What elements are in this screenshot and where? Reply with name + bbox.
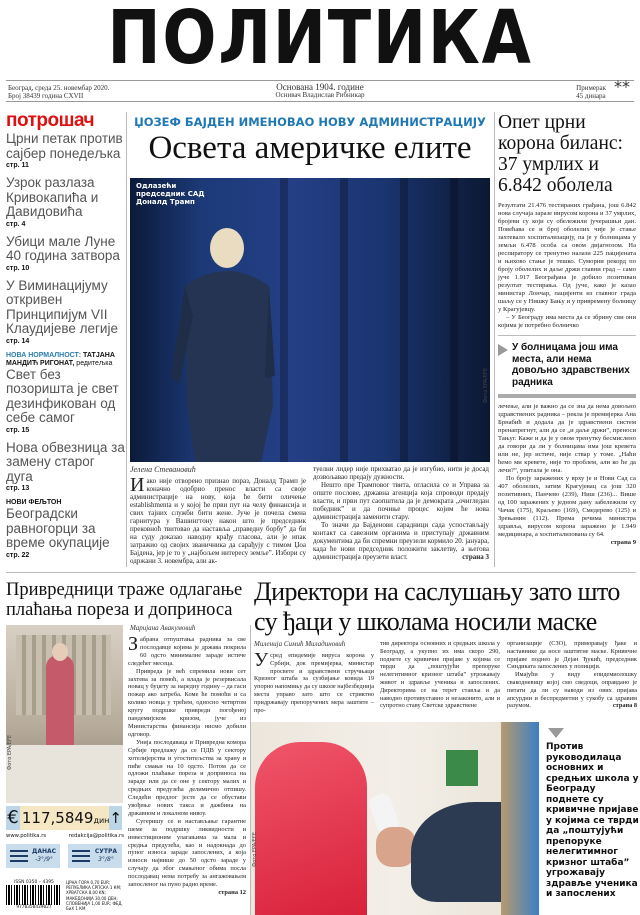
teaser-item[interactable]	[6, 176, 125, 229]
triangle-icon	[498, 344, 508, 356]
curtain-fold	[280, 178, 288, 462]
teaser-item[interactable]	[6, 235, 125, 273]
school-paragraph: тив директора основних и средњих школа у Београду, а укупно их има скоро 290, поднете су кривичне пријаве у којима се тврди да „поштујући препоруке нелегитимног кризног штаба” угрожавају живот и здравље ученика и запослених. Директорима се на терет ставља и да наводно противуставно и незаконито, али и супротно ставу Светске здравствене	[380, 640, 500, 710]
rate-value	[20, 809, 110, 827]
teaser-kicker	[6, 352, 125, 368]
page-ref[interactable]: страна 8	[612, 702, 637, 710]
child-red-jacket	[255, 742, 367, 915]
subhead-text: У болницама још има места, али нема довољно здравствених радника	[512, 342, 630, 388]
page-ref[interactable]: страна 9	[610, 539, 636, 546]
corona-column	[498, 112, 636, 547]
tax-paragraph: Сугеришу се и настављање гарантне шеме за подршку ликвидности и инвестиционим улагањима за мала и средња предузећа, као и надокнада до пуног износа зараде запослених, а која износи највише до 50 одсто зараде у случају да због смањеног обима посла послодавац нема потребу за ангажовањем запосленог на пуно радно време.	[128, 817, 246, 889]
email-link[interactable]: redakcija@politika.rs	[68, 833, 124, 839]
table	[6, 745, 123, 803]
photo-credit: Фото EPA/EFE	[7, 735, 13, 771]
photo-credit: Фото EPA/EFE	[252, 832, 258, 868]
fog-icon	[10, 847, 28, 865]
teaser-title[interactable]: Београдски равногорци за време окупације	[6, 506, 110, 550]
rate-number: 117,5849	[21, 809, 94, 827]
teaser-column	[6, 110, 125, 566]
lead-paragraph: То значи да Бајденови сарадници сада успостављају контакт са савезним органима и приступају државним документима да би спремни преузели кормило 20. јануара, када ће нови председник положити заклетву, а његова администрација преузети власт.	[313, 521, 489, 561]
section-divider	[6, 572, 636, 573]
teaser-kicker: НОВИ ФЕЉТОН	[6, 499, 62, 506]
date: Београд, среда 25. новембар 2020.	[8, 84, 110, 92]
masthead-logo[interactable]: ПОЛИТИКА	[107, 0, 533, 81]
barcode-bars	[6, 885, 62, 905]
edition-stars: **	[614, 77, 630, 96]
lead-kicker: ЏОЗЕФ БАЈДЕН ИМЕНОВАО НОВУ АДМИНИСТРАЦИЈУ	[134, 115, 486, 129]
lead-headline[interactable]: Освета америчке елите	[148, 130, 472, 166]
tax-paragraph: Унија послодаваца и Привредна комора Србије предлажу да се ПДВ у сектору хотелијерства и угоститељства за храну и пиће смањи на 10 одсто. Потом да се одложи плаћање пореза и доприноса на зараде или да се оне у сектору малих и средњих предузећа делимично отпишу. Следећи предлог јесте да се обустави увођење нових такса и дажбина на државном и локалном нивоу.	[128, 738, 246, 817]
weather-tomorrow	[68, 844, 122, 868]
corona-paragraph: Резултати 21.476 тестираних грађана, још 6.842 нова случаја заразе вирусом корона и 37 умрлих, бројеви су који су обележили јучерашњи дан. Повећава се и број оболелих чије је стање захтевало хоспитализацију, па је у болницама у земљи 6.478 особа са овом дијагнозом. На респиратору се тренутно налази 225 пацијената и њихово стање је тешко. Суморни рекорд по броју оболелих и даље држи главни град – само јуче 1.917 Београђана је добило позитиван резултат тестирања. Од јуче, како је казао министар Лончар, пацијенти из главног града шаљу се у Нишку Бању и у привремену болницу у Крагујевцу.	[498, 202, 636, 313]
barcode-number: 9770350439027	[16, 905, 52, 910]
school-headline-text: Директори на саслушању зато што су ђаци у школама носили маске	[254, 577, 620, 636]
arrow-up-icon: ↑	[109, 806, 122, 830]
price-box	[576, 84, 606, 100]
kicker-label: НОВА НОРМАЛНОСТ:	[6, 351, 82, 359]
founded-year: Основана 1904. године	[276, 82, 364, 92]
info-bar	[6, 77, 634, 102]
price: 45 динара	[576, 92, 606, 100]
teaser-page: стр. 15	[6, 426, 30, 434]
kicker-name: ТАТЈАНА МАНДИЋ РИГОНАТ,	[6, 351, 115, 367]
lead-paragraph: Нешто пре Трамповог твита, огласила се и Управа за опште послове, државна агенција која спроводи предају власти, и први пут саопштила да је демократа „очигледан победник” и да почиње процес којим ће нова администрација заменити стару.	[313, 481, 489, 521]
issue-number: Број 38439 година CXVII	[8, 92, 84, 100]
lead-paragraph: туелни лидер није прихватао да је изгубио, нити је досад дозвољавао предају дужности.	[313, 465, 489, 481]
curtain-fold	[340, 178, 348, 462]
tax-paragraph: Привреда је већ спремила нови сет захтева за помоћ, а влада је резервисала новац у буџету за наредну годину – да гаси пожар ако затреба. Коме ће помоћи и са колико новца у трећем, односно четвртом кругу подршке привреди погођеној пандемијском кризом, јуче из Министарства финансија нисмо добили одговор.	[128, 667, 246, 738]
weather-temp: -3°/9°	[35, 856, 53, 863]
tax-text	[128, 633, 246, 897]
foreign-prices: ЦРНА ГОРА 0,70 EUR; РЕПУБЛИКА СРПСКА 1 КМ; ХРВАТСКА 8,00 KN; МАКЕДОНИЈА 30,00 ДЕН; СЛОВЕНИЈА 1,00 EUR; ФЕД. БиХ 1 КМ	[66, 880, 123, 912]
teaser-item[interactable]	[6, 132, 125, 170]
teaser-title[interactable]: Свет без позоришта је свет дезинфикован од себе самог	[6, 366, 119, 425]
school-photo	[251, 722, 539, 915]
school-sidebar	[546, 728, 640, 900]
exchange-rate	[6, 806, 122, 830]
page-ref[interactable]: страна 12	[218, 889, 246, 896]
curtain-fold	[400, 178, 408, 462]
weather-temp: 3°/8°	[98, 856, 114, 863]
school-text-col1	[254, 649, 374, 714]
school-paragraph: организације (СЗО), приморавају ђаке и наставнике да носе заштитне маске. Кривичне пријаве поднео је Дејан Ђукић, председник Синдиката запослених у полицији.	[507, 640, 637, 671]
page-ref[interactable]: страна 3	[462, 553, 489, 561]
lead-photo	[130, 178, 490, 462]
column-divider	[494, 112, 495, 567]
teaser-page: стр. 22	[6, 551, 30, 559]
weather-label: ДАНАС	[31, 848, 57, 855]
lead-text-col1	[130, 465, 306, 565]
school-headline[interactable]	[254, 577, 640, 637]
photo-credit: Фото EPA/EFE	[483, 368, 489, 404]
corona-headline[interactable]: Опет црни корона биланс: 37 умрлих и 6.842 оболела	[498, 112, 623, 196]
section-logo-potrosac[interactable]: потрошач	[6, 110, 95, 131]
rate-unit: дин	[93, 816, 110, 825]
teacher	[501, 722, 539, 915]
corona-paragraph: – У Београду има места да се збрину сви они којима је потребно болничко	[498, 314, 636, 329]
copy-label: Примерак	[576, 84, 606, 92]
issn: ISSN 0350 – 4395	[14, 880, 54, 885]
lead-byline: Јелена Стевановић	[130, 465, 196, 474]
sidebar-text: Против руководилаца основних и средњих школа у Београду поднете су кривичне пријаве у којима се тврди да „поштујући препоруке нелегитимног кризног штаба” угрожавају здравље ученика и запослених	[546, 742, 639, 899]
column-divider	[250, 625, 251, 915]
teaser-page: стр. 10	[6, 264, 30, 272]
triangle-down-icon	[548, 728, 564, 738]
corona-text-2	[498, 403, 636, 546]
teaser-title[interactable]: Црни петак против сајбер понедељка	[6, 131, 123, 161]
teaser-page: стр. 13	[6, 485, 30, 492]
teaser-page: стр. 11	[6, 162, 29, 169]
tax-paragraph: Забрана отпуштања радника за све послодавце којима је држава покрила 60 одсто минималне зараде истиче следећег месеца.	[128, 633, 246, 667]
weather-today	[6, 844, 60, 868]
corona-subhead	[498, 342, 636, 388]
teaser-title[interactable]: Узрок разлаза Кривокапића и Давидовића	[6, 175, 99, 219]
euro-icon: €	[7, 807, 19, 828]
barcode	[6, 880, 62, 912]
corona-paragraph: лечење, али је важно да се зна да нема довољно здравствених радника – рекла је премијерка Ана Брнабић и додала да је здравствени систем пренапрегнут, али да се „и даље држи”, преноси Тањуг. Каже и да је у овом тренутку бесмислено да говори да ли у болницама има још кревета или не, јер истиче, није ствар у томе. „Наћи ћемо ми кревете, није то проблем, али ко ће да лечи?”, упитала је она.	[498, 403, 636, 474]
divider	[498, 335, 636, 336]
contact-links	[6, 833, 124, 839]
founded	[6, 77, 634, 99]
tax-photo	[6, 625, 123, 803]
tax-byline: Маријана Авакумовић	[130, 624, 196, 632]
column-divider	[126, 112, 127, 567]
school-byline: Миленија Симић Миладиновић	[254, 640, 346, 648]
photo-caption: Одлазећи председник САД Доналд Трамп	[136, 182, 205, 206]
teaser-item[interactable]	[6, 352, 125, 435]
weather-label: СУТРА	[94, 848, 118, 855]
lead-text-col2	[313, 465, 489, 561]
school-text-col3	[507, 640, 637, 710]
divider	[498, 394, 636, 398]
wall-picture	[446, 750, 478, 786]
teaser-page: стр. 14	[6, 337, 30, 345]
fog-icon	[72, 847, 90, 865]
kicker-role: редитељка	[76, 359, 113, 367]
teaser-title[interactable]: Убици мале Луне 40 година затвора	[6, 233, 120, 263]
founder: Оснивач Владислав Рибникар	[275, 91, 365, 99]
school-text-col2	[380, 640, 500, 710]
corona-paragraph: По броју заражених у врху је и Нови Сад са 407 оболелих, затим Крагујевац са још 320 позитивних, Панчево (239), Ниш (236)... Више од 100 заражених у једном дану забележили су Чачак (175), Краљево (169), Смедерево (125) и Зрењанин (112). Према речима министра здравља, вирусом корона заражено је 1.949 медицинара, а хоспитализована су 64.	[498, 475, 636, 538]
teaser-page: стр. 4	[6, 220, 26, 228]
trump-figure	[165, 226, 275, 462]
school-paragraph: Усред епидемије вируса корона у Србији, док премијерка, министар просвете и здравствени стручњаци Кризног штаба за сузбијање ковида 19 упорно напомињу да су школе најбезбеднија места управо зато што се стриктно придржавају препоручених мера заштите – про-	[254, 649, 374, 714]
lead-paragraph: Иако није отворено признао пораз, Доналд Трамп је коначно одобрио пренос власти са своје администрације на нову, која ће бити оличење establishmentа и у којој ће први пут на челу финансија и свих тајних служби бити жене. Јуче је почела смена гарнитура у Вашингтону након што је председник прековноћ твитовао да наставља „праведну борбу” да би на суду доказао наводну крађу гласова, али је ипак затражио од својих званичника да сарађују с тимом Џоа Бајдена, јер је то у „најбољем интересу земље”. Избори су одржани 3. новембра, али ак-	[130, 474, 306, 565]
curtain-fold	[450, 178, 458, 462]
teaser-item[interactable]	[6, 441, 125, 494]
school-paragraph: Имајући у виду епидемиолошку свакодневицу којој смо сведоци, оправдано је питати да ли су наводи из ових пријава апсурдни и беспредметни у сукобу са здравим разумом.	[507, 671, 637, 710]
teaser-item[interactable]	[6, 279, 125, 346]
person-head	[52, 643, 68, 661]
hand	[376, 827, 416, 867]
tax-headline[interactable]: Привредници траже одлагање плаћања пореза и доприноса	[6, 580, 243, 620]
teaser-title[interactable]: Нова обвезница за замену старог дуга	[6, 439, 125, 484]
corona-text	[498, 202, 636, 330]
teaser-item[interactable]	[6, 499, 125, 560]
teaser-title[interactable]: У Виминацијуму откривен Принципијум VII Клаудијеве легије	[6, 277, 118, 336]
website-link[interactable]: www.politika.rs	[6, 833, 47, 839]
